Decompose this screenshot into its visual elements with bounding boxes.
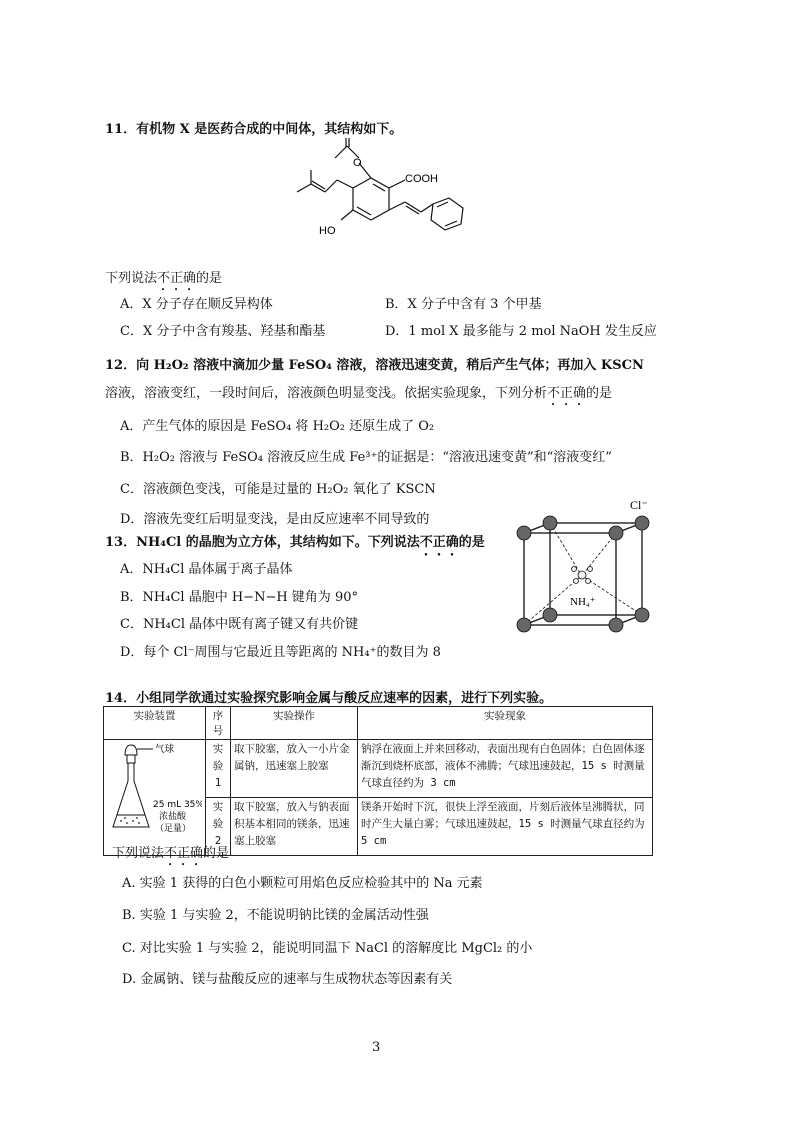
cooh-label: COOH <box>405 173 438 185</box>
experiment-operation: 取下胶塞，放入与钠表面积基本相同的镁条，迅速塞上胶塞 <box>231 798 358 856</box>
q12-stem-line1: 12．向 H₂O₂ 溶液中滴加少量 FeSO₄ 溶液，溶液迅速变黄，稍后产生气体；再加入 KSCN <box>105 358 644 373</box>
table-header: 序号 <box>206 707 231 740</box>
flask-apparatus-icon <box>107 741 202 851</box>
balloon-label: 气球 <box>155 744 175 755</box>
q13-option-d: D．每个 Cl⁻周围与它最近且等距离的 NH₄⁺的数目为 8 <box>120 645 441 660</box>
q13-option-b: B．NH₄Cl 晶胞中 H−N−H 键角为 90° <box>120 590 358 605</box>
experiment-operation: 取下胶塞，放入一小片金属钠，迅速塞上胶塞 <box>231 740 358 798</box>
nh4-label: NH₄⁺ <box>570 596 596 608</box>
experiment-id: 实 验 2 <box>206 798 231 856</box>
page-number: 3 <box>372 1040 381 1055</box>
q13-option-c: C．NH₄Cl 晶体中既有离子键又有共价键 <box>120 617 359 632</box>
prompt-text: 下列说法 <box>105 271 158 286</box>
emphasis-text: 不正确 <box>419 535 459 550</box>
q11-prompt <box>105 267 222 294</box>
table-header-row <box>104 707 653 740</box>
acid-label: 25 mL 35% <box>153 800 202 810</box>
prompt-text: 的是 <box>458 535 485 550</box>
q14-option-c: C. 对比实验 1 与实验 2，能说明同温下 NaCl 的溶解度比 MgCl₂ 的小 <box>122 941 533 956</box>
table-row <box>104 740 653 798</box>
acid-label: 浓盐酸 <box>159 812 187 822</box>
q11-option-b: B．X 分子中含有 3 个甲基 <box>385 297 542 312</box>
prompt-text: 下列说法 <box>112 846 165 861</box>
experiment-phenomenon: 镁条开始时下沉，很快上浮至液面，片刻后液体呈沸腾状，同时产生大量白雾；气球迅速鼓起，15 s 时测量气球直径约为 5 cm <box>358 798 653 856</box>
bond-line <box>335 146 347 158</box>
cl-ion-atom <box>543 516 557 530</box>
nitrogen-atom <box>578 571 586 579</box>
prompt-text: 的是 <box>196 271 223 286</box>
prompt-text: 的是 <box>586 386 613 401</box>
table-header: 实验操作 <box>231 707 358 740</box>
q12-stem-line2 <box>105 382 612 409</box>
prompt-text: 的是 <box>203 846 230 861</box>
q14-stem: 14．小组同学欲通过实验探究影响金属与酸反应速率的因素，进行下列实验。 <box>105 691 553 706</box>
acid-label: （足量） <box>155 824 192 834</box>
experiment-phenomenon: 钠浮在液面上并来回移动，表面出现有白色固体；白色固体逐渐沉到烧杯底部，液体不沸腾；气球迅速鼓起，15 s 时测量气球直径约为 3 cm <box>358 740 653 798</box>
experiment-id: 实 验 1 <box>206 740 231 798</box>
q13-option-a: A．NH₄Cl 晶体属于离子晶体 <box>120 562 293 577</box>
oxygen-label: O <box>353 157 362 169</box>
q14-option-b: B. 实验 1 与实验 2，不能说明钠比镁的金属活动性强 <box>122 908 429 923</box>
emphasis-text: 不正确 <box>157 271 197 286</box>
q11-option-d: D．1 mol X 最多能与 2 mol NaOH 发生反应 <box>385 324 657 339</box>
q14-prompt <box>112 842 229 869</box>
table-header: 实验现象 <box>358 707 653 740</box>
experiment-table <box>103 706 653 856</box>
ho-label: HO <box>319 225 336 237</box>
q11-stem: 11．有机物 X 是医药合成的中间体，其结构如下。 <box>105 122 403 137</box>
q13-stem <box>105 531 485 559</box>
emphasis-text: 不正确 <box>547 386 587 401</box>
cl-label: Cl⁻ <box>630 498 648 512</box>
q11-structure-diagram <box>285 138 475 248</box>
q14-option-d: D. 金属钠、镁与盐酸反应的速率与生成物状态等因素有关 <box>122 972 453 987</box>
emphasis-text: 不正确 <box>164 846 204 861</box>
q12-option-b: B．H₂O₂ 溶液与 FeSO₄ 溶液反应生成 Fe³⁺的证据是：“溶液迅速变黄”和“溶液变红” <box>120 450 612 465</box>
table-header: 实验装置 <box>104 707 206 740</box>
q12-option-d: D．溶液先变红后明显变浅，是由反应速率不同导致的 <box>120 512 430 527</box>
q14-option-a: A. 实验 1 获得的白色小颗粒可用焰色反应检验其中的 Na 元素 <box>122 876 483 891</box>
q11-option-c: C．X 分子中含有羧基、羟基和酯基 <box>120 324 326 339</box>
q12-option-a: A．产生气体的原因是 FeSO₄ 将 H₂O₂ 还原生成了 O₂ <box>120 419 435 434</box>
nh4cl-unit-cell-diagram <box>510 495 670 645</box>
apparatus-cell <box>104 740 206 856</box>
prompt-text: 13．NH₄Cl 的晶胞为立方体，其结构如下。下列说法 <box>105 535 420 550</box>
q11-option-a: A．X 分子存在顺反异构体 <box>120 297 273 312</box>
q12-option-c: C．溶液颜色变浅，可能是过量的 H₂O₂ 氧化了 KSCN <box>120 482 436 497</box>
prompt-text: 溶液，溶液变红，一段时间后，溶液颜色明显变浅。依据实验现象，下列分析 <box>105 386 548 401</box>
